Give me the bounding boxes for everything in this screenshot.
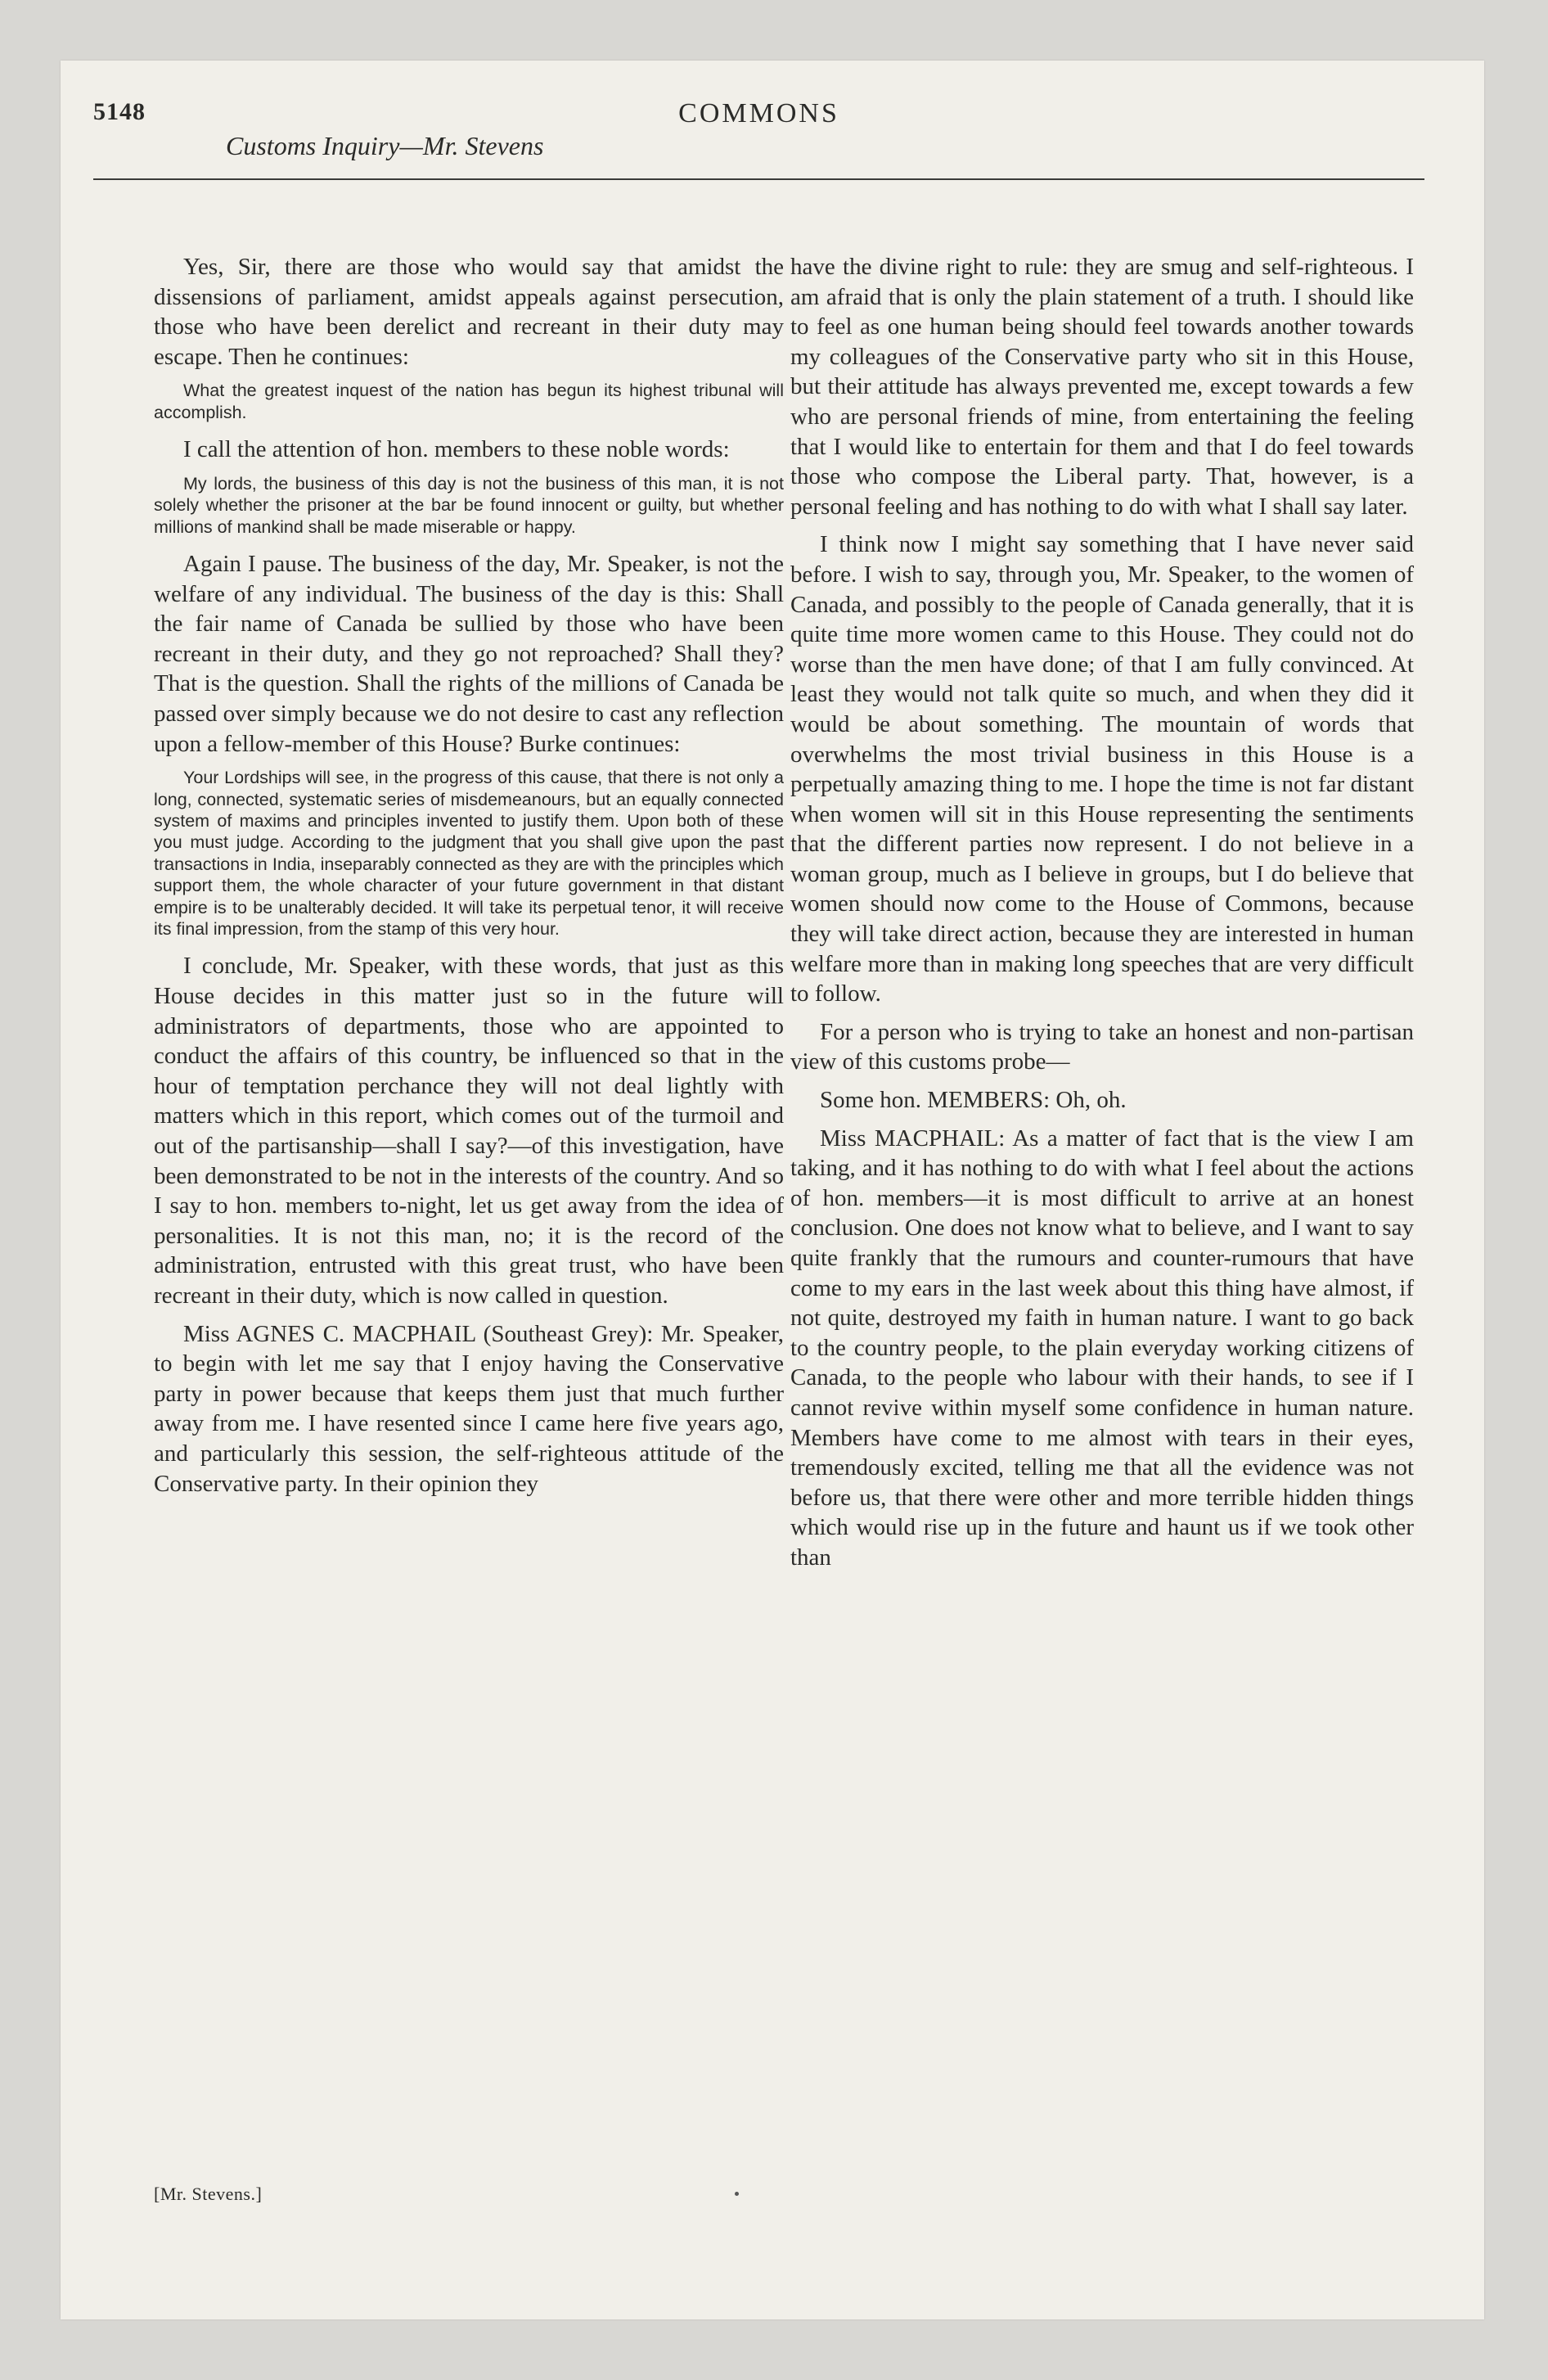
header-rule [93,178,1424,180]
speaker-footnote: [Mr. Stevens.] [154,2184,263,2204]
paragraph: Miss MACPHAIL: As a matter of fact that is the view I am taking, and it has nothing to do with what I feel about the actions of hon. members—it is most difficult to arrive at an honest conclusion. One does not know what to believe, and I want to say quite frankly that the rumours and counter-rumours that have come to my ears in the last week about this thing have almost, if not quite, destroyed my faith in human nature. I want to go back to the country people, to the plain everyday working citizens of Canada, to the people who labour with their hands, to see if I cannot revive within myself some confidence in human nature. Members have come to me almost with tears in their eyes, tremendously excited, telling me that all the evidence was not before us, that there were other and more terrible hidden things which would rise up in the future and haunt us if we took other than [790,1125,1414,1571]
paragraph-macphail-intro: Miss AGNES C. MACPHAIL (Southeast Grey): Mr. Speaker, to begin with let me say that I enjoy having the Conservative party in power because that keeps them just that much further away from me. I have resented since I came here five years ago, and particularly this session, the self-righteous attitude of the Conservative party. In their opinion they [154,1320,784,1497]
paragraph-continued: have the divine right to rule: they are smug and self-righteous. I am afraid that is only the plain statement of a truth. I should like to feel as one human being should feel towards another towards my colleagues of the Conservative party who sit in this House, but their attitude has always prevented me, except towards a few who are personal friends of mine, from entertaining the feeling that I would like to entertain for them and that I do feel towards those who compose the Liberal party. That, however, is a personal feeling and has nothing to do with what I shall say later. [790,254,1414,520]
paragraph: For a person who is trying to take an honest and non-partisan view of this customs probe— [790,1018,1414,1075]
paragraph: Yes, Sir, there are those who would say that amidst the dissensions of parliament, amidst appeals against persecution, those who have been derelict and recreant in their duty may escape. Then he continues: [154,254,784,370]
block-quote: Your Lordships will see, in the progress of this cause, that there is not only a long, connected, systematic series of misdemeanours, but an equally connected system of maxims and principles invented to justify them. Upon both of these you must judge. According to the judgment that you shall give upon the past transactions in India, inseparably connected as they are with the principles which support them, the whole character of your future government in that distant empire is to be unalterably decided. It will take its perpetual tenor, it will receive its final impression, from the stamp of this very hour. [154,768,784,939]
footer-mark [735,2192,739,2196]
paragraph: I think now I might say something that I have never said before. I wish to say, through you, Mr. Speaker, to the women of Canada, and possibly to the people of Canada generally, that it is quite time more women came to this House. They could not do worse than the men have done; of that I am fully convinced. At least they would not talk quite so much, and when they did it would be about something. The mountain of words that overwhelms the most trivial business in this House is a perpetually amazing thing to me. I hope the time is not far distant when women will sit in this House representing the sentiments that the different parties now represent. I do not believe in a woman group, much as I believe in groups, but I do believe that women should now come to the House of Commons, because they will take direct action, because they are interested in human welfare more than in making long speeches that are very difficult to follow. [790,531,1414,1007]
block-quote: What the greatest inquest of the nation has begun its highest tribunal will accomplish. [154,381,784,422]
paragraph: I conclude, Mr. Speaker, with these words, that just as this House decides in this matter just so in the future will administrators of departments, those who are appointed to conduct the affairs of this country, be influenced so that in the hour of temptation perchance they will not deal lightly with matters which in this report, which comes out of the turmoil and out of the partisanship—shall I say?—of this investigation, have been demonstrated to be not in the interests of the country. And so I say to hon. members to-night, let us get away from the idea of personalities. It is not this man, no; it is the record of the administration, entrusted with this great trust, who have been recreant in their duty, which is now called in question. [154,953,784,1309]
paragraph-interjection: Some hon. MEMBERS: Oh, oh. [820,1087,1127,1114]
paragraph: I call the attention of hon. members to these noble words: [183,436,730,463]
right-column [790,252,1414,1581]
left-column [154,252,784,1507]
block-quote: My lords, the business of this day is not the business of this man, it is not solely whether the prisoner at the bar be found innocent or guilty, but whether millions of mankind shall be made miserable or happy. [154,473,784,537]
page-header [93,98,1424,213]
page-title: COMMONS [678,98,839,128]
running-subtitle: Customs Inquiry—Mr. Stevens [226,131,544,160]
paragraph: Again I pause. The business of the day, Mr. Speaker, is not the welfare of any individual. The business of the day is this: Shall the fair name of Canada be sullied by those who have been recreant in their duty, and they go not reproached? Shall they? That is the question. Shall the rights of the millions of Canada be passed over simply because we do not desire to cast any reflection upon a fellow-member of this House? Burke continues: [154,551,784,757]
page-number: 5148 [93,98,146,125]
